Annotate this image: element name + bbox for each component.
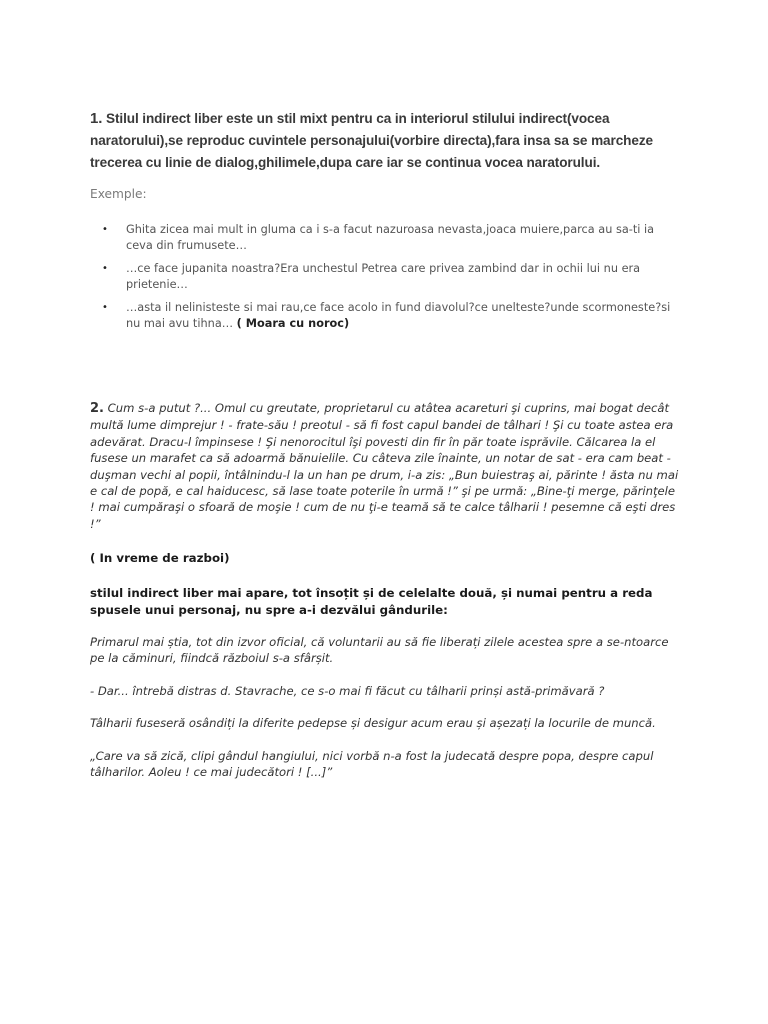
section-2-source: ( In vreme de razboi) <box>90 551 230 565</box>
bullet-icon: • <box>102 224 108 235</box>
example-text: Ghita zicea mai mult in gluma ca i s-a facut nazuroasa nevasta,joaca muiere,parca au sa-ti ia ceva din frumusete… <box>126 223 655 252</box>
example-text: …asta il nelinisteste si mai rau,ce face acolo in fund diavolul?ce unelteste?unde scormoneste?si nu mai avu tihna… <box>126 301 671 330</box>
bullet-icon: • <box>102 302 108 313</box>
section-1-number: 1. <box>90 110 103 127</box>
section-3-heading: stilul indirect liber mai apare, tot însoțit și de celelalte două, și numai pentru a reda spusele unui personaj, nu spre a-i dezvălui gândurile: <box>90 586 653 617</box>
section-2-number: 2. <box>90 401 104 416</box>
section-2-paragraph <box>90 400 680 532</box>
list-item <box>90 300 680 332</box>
section-1-paragraph <box>90 108 680 174</box>
exemple-label: Exemple: <box>90 187 147 201</box>
quote-paragraph: Primarul mai știa, tot din izvor oficial, că voluntarii au să fie liberați zilele acestea spre a se-ntoarce pe la căminuri, fiindcă războiul s-a sfârșit. <box>90 635 669 666</box>
list-item <box>90 261 680 293</box>
quote-paragraph: Tâlharii fuseseră osândiți la diferite pedepse și desigur acum erau și așezați la locurile de muncă. <box>90 716 656 730</box>
quote-paragraph: - Dar... întrebă distras d. Stavrache, ce s-o mai fi făcut cu tâlharii prinși astă-primăvară ? <box>90 684 605 698</box>
example-source: ( Moara cu noroc) <box>236 317 350 330</box>
bullet-icon: • <box>102 263 108 274</box>
list-item <box>90 222 680 254</box>
quote-paragraph: „Care va să zică, clipi gândul hangiului, nici vorbă n-a fost la judecată despre popa, despre capul tâlharilor. Aoleu ! ce mai judecători ! [...]” <box>90 749 654 780</box>
examples-list <box>90 222 680 339</box>
section-2-text: Cum s-a putut ?... Omul cu greutate, proprietarul cu atâtea acareturi şi cuprins, mai bogat decât multă lume dimprejur ! - frate-său ! preotul - să fi fost capul bandei de tâlhari ! Şi cu toate astea era adevărat. Dracu-l împinsese ! Şi nenorocitul îşi povesti din fir în păr toate isprăvile. Călcarea la el fusese un marafet ca să adoarmă bănuielile. Cu câteva zile înainte, un notar de sat - era cam beat - duşman vechi al popii, întâlnindu-l la un han pe drum, i-a zis: „Bun buiestraş ai, părinte ! ăsta nu mai e cal de popă, e cal haiducesc, să lase toate poterile în urmă !” şi pe urmă: „Bine-ţi merge, părinţele ! mai cumpăraşi o sfoară de moşie ! cum de nu ţi-e teamă să te calce tâlharii ! pesemne că eşti dres !” <box>90 401 679 531</box>
example-text: …ce face jupanita noastra?Era unchestul Petrea care privea zambind dar in ochii lui nu era prietenie… <box>126 262 641 291</box>
section-1-text: Stilul indirect liber este un stil mixt pentru ca in interiorul stilului indirect(vocea naratorului),se reproduc cuvintele personajului(vorbire directa),fara insa sa se marcheze trecerea cu linie de dialog,ghilimele,dupa care iar se continua vocea naratorului. <box>90 111 653 170</box>
